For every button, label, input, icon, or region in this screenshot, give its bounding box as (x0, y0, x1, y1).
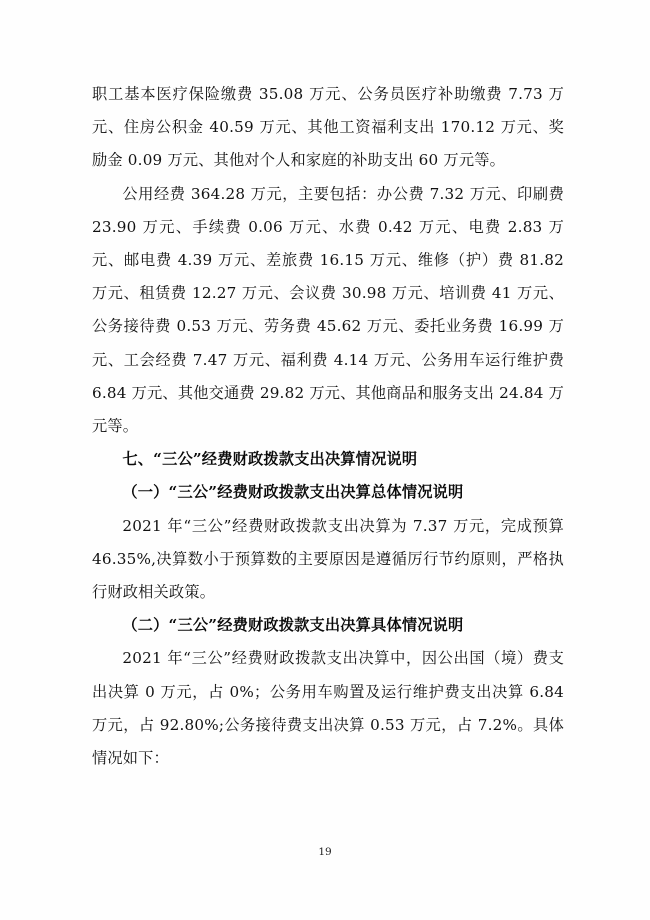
paragraph-employee-insurance: 职工基本医疗保险缴费 35.08 万元、公务员医疗补助缴费 7.73 万元、住房公积金 40.59 万元、其他工资福利支出 170.12 万元、奖励金 0.09 万元、其他对个人和家庭的补助支出 60 万元等。 (92, 85, 564, 170)
page-number: 19 (318, 846, 332, 858)
subsection-heading-two: （二）“三公”经费财政拨款支出决算具体情况说明 (122, 616, 464, 635)
section-heading-seven: 七、“三公”经费财政拨款支出决算情况说明 (122, 450, 418, 469)
subsection-heading-one: （一）“三公”经费财政拨款支出决算总体情况说明 (122, 483, 464, 502)
paragraph-public-funds: 公用经费 364.28 万元，主要包括：办公费 7.32 万元、印刷费 23.90 万元、手续费 0.06 万元、水费 0.42 万元、电费 2.83 万元、邮电费 4.39 万元、差旅费 16.15 万元、维修（护）费 81.82 万元、租赁费 12.27 万元、会议费 30.98 万元、培训费 41 万元、公务接待费 0.53 万元、劳务费 45.62 万元、委托业务费 16.99 万元、工会经费 7.47 万元、福利费 4.14 万元、公务用车运行维护费 6.84 万元、其他交通费 29.82 万元、其他商品和服务支出 24.84 万元等。 (92, 184, 564, 436)
paragraph-overall-explanation: 2021 年“三公”经费财政拨款支出决算为 7.37 万元，完成预算 46.35%,决算数小于预算数的主要原因是遵循厉行节约原则，严格执行财政相关政策。 (92, 516, 564, 602)
paragraph-specific-explanation: 2021 年“三公”经费财政拨款支出决算中，因公出国（境）费支出决算 0 万元，占 0%；公务用车购置及运行维护费支出决算 6.84 万元，占 92.80%;公务接待费支出决算 0.53 万元，占 7.2%。具体情况如下： (92, 649, 564, 768)
